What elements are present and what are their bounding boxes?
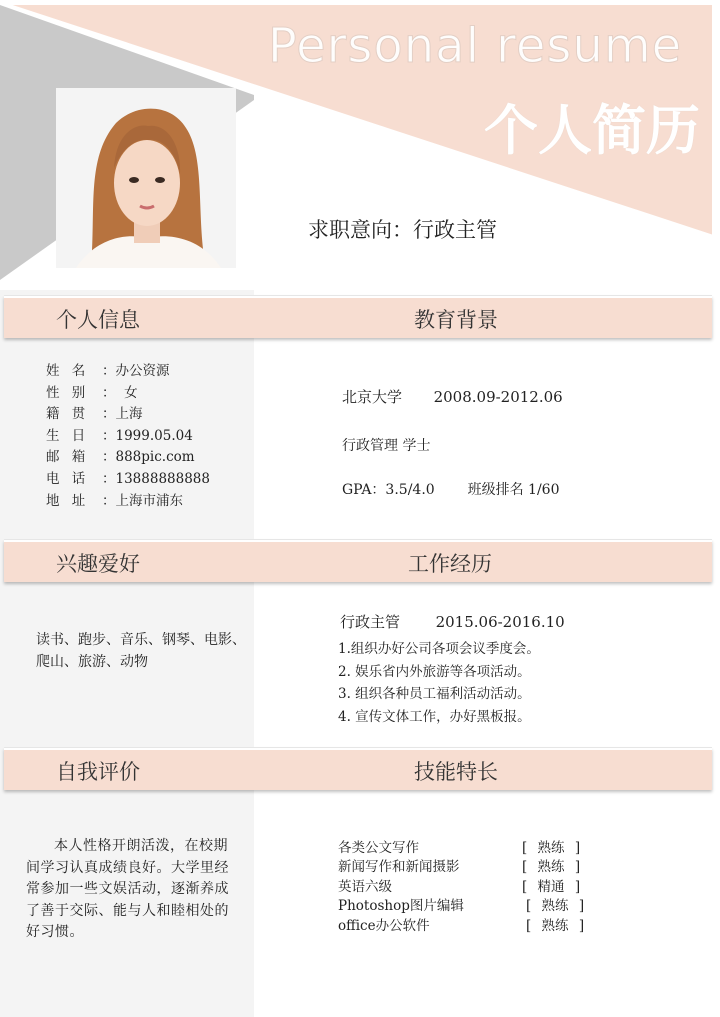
title-chinese: 个人简历 <box>484 99 700 162</box>
skill-name: Photoshop图片编辑 <box>338 898 464 915</box>
info-key: 生 日 <box>46 427 90 444</box>
skill-level: [ 熟练 ] <box>526 917 585 934</box>
skill-row <box>338 914 598 933</box>
info-colon: ： <box>102 492 116 509</box>
skill-name: 新闻写作和新闻摄影 <box>338 859 460 876</box>
info-value: 888pic.com <box>115 449 195 466</box>
skill-row <box>338 875 598 894</box>
info-key: 籍 贯 <box>46 406 90 423</box>
education-gpa-line <box>342 479 559 499</box>
info-row <box>46 426 210 448</box>
work-duty-item: 2. 娱乐省内外旅游等各项活动。 <box>338 663 531 680</box>
portrait-illustration <box>56 88 236 268</box>
info-row <box>46 469 210 491</box>
hobbies-text <box>36 630 246 673</box>
info-colon: ： <box>102 406 116 423</box>
info-value: 上海 <box>115 406 143 423</box>
education-rank: 班级排名 1/60 <box>467 482 560 498</box>
work-duty-item: 4. 宣传文体工作，办好黑板报。 <box>338 708 531 725</box>
skill-row <box>338 836 598 855</box>
skill-level: [ 熟练 ] <box>522 859 581 876</box>
skill-level: [ 熟练 ] <box>522 840 581 856</box>
work-header-line <box>340 611 565 632</box>
hobbies-line: 读书、跑步、音乐、钢琴、电影、 <box>36 632 246 648</box>
info-value: 上海市浦东 <box>115 492 183 509</box>
section-title-education: 教育背景 <box>414 308 498 332</box>
skills-list <box>338 836 598 933</box>
education-period: 2008.09-2012.06 <box>433 388 563 406</box>
section-title-personal-info: 个人信息 <box>56 308 140 332</box>
info-value: 1999.05.04 <box>115 427 193 444</box>
skill-name: 各类公文写作 <box>338 840 419 856</box>
info-row <box>46 383 210 405</box>
info-value: 女 <box>115 384 138 401</box>
section-bar-hobbies-work <box>4 540 712 582</box>
info-key: 电 话 <box>46 470 90 487</box>
job-intent: 求职意向：行政主管 <box>308 218 497 242</box>
education-major: 行政管理 学士 <box>342 438 431 454</box>
info-key: 性 别 <box>46 384 90 401</box>
section-bar-self-skills <box>4 748 712 790</box>
info-value: 办公资源 <box>115 363 170 379</box>
section-title-self-evaluation: 自我评价 <box>56 760 140 784</box>
work-duty-item: 3. 组织各种员工福利活动活动。 <box>338 686 531 702</box>
self-evaluation-text: 本人性格开朗活泼，在校期间学习认真成绩良好。大学里经常参加一些文娱活动，逐渐养成了善于交际、能与人和睦相处的好习惯。 <box>26 838 229 941</box>
info-key: 邮 箱 <box>46 449 90 466</box>
skill-name: 英语六级 <box>338 878 392 895</box>
work-duties-list <box>338 638 540 728</box>
education-school-line <box>342 386 563 407</box>
info-colon: ： <box>102 384 116 401</box>
skill-level: [ 熟练 ] <box>526 898 585 915</box>
info-colon: ： <box>102 427 116 444</box>
work-duty-item: 1.组织办好公司各项会议季度会。 <box>338 641 540 657</box>
info-row <box>46 491 210 513</box>
skill-row <box>338 855 598 874</box>
skill-level: [ 精通 ] <box>522 878 581 895</box>
info-key: 地 址 <box>46 492 90 509</box>
section-title-hobbies: 兴趣爱好 <box>56 552 140 576</box>
section-bar-personal-education <box>4 296 712 338</box>
skill-row <box>338 894 598 913</box>
profile-photo <box>56 88 236 268</box>
work-period: 2015.06-2016.10 <box>435 613 565 631</box>
info-colon: ： <box>102 470 116 487</box>
work-title: 行政主管 <box>340 613 401 631</box>
info-row <box>46 447 210 469</box>
hobbies-line: 爬山、旅游、动物 <box>36 653 148 670</box>
info-value: 13888888888 <box>115 470 210 487</box>
personal-info-list <box>46 361 210 512</box>
info-row <box>46 361 210 383</box>
education-school: 北京大学 <box>342 388 403 406</box>
title-english: Personal resume <box>267 18 683 74</box>
section-title-work: 工作经历 <box>408 552 492 576</box>
info-key: 姓 名 <box>46 363 90 379</box>
info-row <box>46 404 210 426</box>
info-colon: ： <box>102 363 116 379</box>
education-gpa: GPA：3.5/4.0 <box>342 482 435 498</box>
section-title-skills: 技能特长 <box>414 760 498 784</box>
info-colon: ： <box>102 449 116 466</box>
skill-name: office办公软件 <box>338 917 430 934</box>
